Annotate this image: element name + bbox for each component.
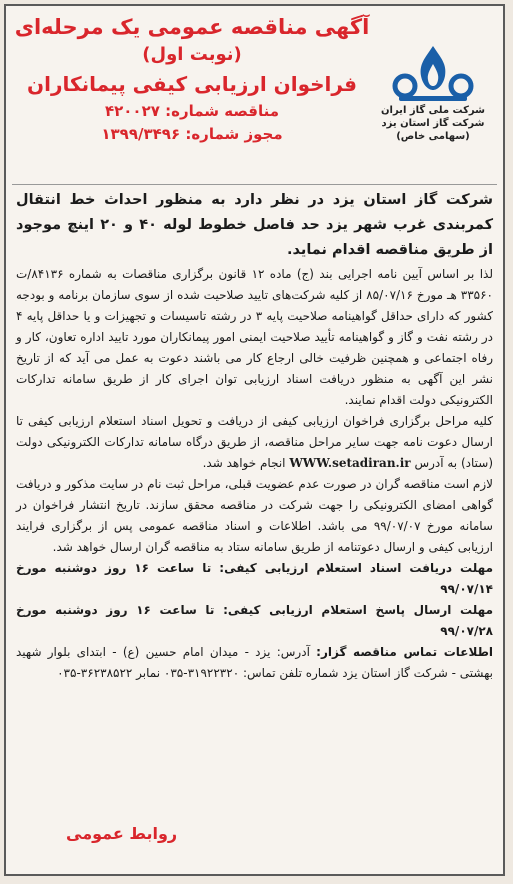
- public-relations-signature: روابط عمومی: [66, 824, 178, 843]
- ad-round: (نوبت اول): [142, 44, 242, 65]
- permit-number: مجوز شماره: ۱۳۹۹/۳۴۹۶: [101, 125, 283, 143]
- lead-paragraph: شرکت گاز استان یزد در نظر دارد به منظور احداث خط انتقال کمربندی غرب شهر یزد حد فاصل خطوط لوله ۴۰ و ۲۰ اینچ موجود از طریق مناقصه اقدام نماید.: [16, 192, 493, 258]
- ad-call-title: فراخوان ارزیابی کیفی پیمانکاران: [27, 72, 357, 96]
- company-logo-block: [373, 44, 493, 143]
- nigc-flame-logo-icon: [391, 44, 475, 104]
- deadline-receive-value: تا ساعت ۱۶ روز دوشنبه مورخ ۹۹/۰۷/۱۴: [16, 561, 493, 596]
- company-name-1: شرکت ملی گاز ایران: [381, 105, 485, 116]
- deadline-receive: [16, 558, 493, 600]
- title-block: [12, 12, 372, 146]
- header-divider: [12, 184, 497, 185]
- ad-title: آگهی مناقصه عمومی یک مرحله‌ای: [14, 15, 370, 39]
- tender-number: مناقصه شماره: ۴۲۰۰۲۷: [104, 102, 280, 120]
- procedure-text: کلیه مراحل برگزاری فراخوان ارزیابی کیفی از دریافت و تحویل اسناد استعلام ارزیابی کیفی تا ارسال دعوت نامه جهت سایر مراحل مناقصه، از طریق درگاه سامانه تدارکات الکترونیکی دولت (ستاد) به آدرس: [16, 414, 493, 470]
- deadline-submit: [16, 600, 493, 642]
- company-type: (سهامی خاص): [396, 131, 470, 142]
- procedure-end: انجام خواهد شد.: [202, 456, 286, 470]
- contact-label: اطلاعات تماس مناقصه گزار:: [316, 645, 493, 659]
- company-name-2: شرکت گاز استان یزد: [381, 118, 485, 129]
- body-text: [16, 264, 493, 684]
- advertisement-sheet: [4, 4, 505, 876]
- contact-info: [16, 642, 493, 684]
- deadline-submit-value: تا ساعت ۱۶ روز دوشنبه مورخ ۹۹/۰۷/۲۸: [16, 603, 493, 638]
- procedure-paragraph: [16, 411, 493, 474]
- eligibility-paragraph: لذا بر اساس آیین نامه اجرایی بند (ج) ماده ۱۲ قانون برگزاری مناقصات به شماره ۸۴۱۳۶/ت ۳۳۵۶۰ هـ مورخ ۸۵/۰۷/۱۶ از کلیه شرکت‌های تایید صلاحیت شده از سوی سازمان برنامه و بودجه کشور که دارای حداقل گواهینامه صلاحیت پایه ۳ در رشته تاسیسات و تجهیزات و یا حداقل پایه ۴ در رشته نفت و گاز و گواهینامه تأیید صلاحیت ایمنی امور پیمانکاران مورد تایید اداره تعاون، کار و رفاه اجتماعی و همچنین ظرفیت خالی ارجاع کار می باشند دعوت به عمل می آید که از تاریخ نشر این آگهی به منظور دریافت اسناد ارزیابی توان اجرای کار از طریق سامانه تدارکات الکترونیکی دولت اقدام نمایند.: [16, 267, 493, 407]
- deadline-submit-label: مهلت ارسال پاسخ استعلام ارزیابی کیفی:: [223, 603, 494, 617]
- setad-website-link[interactable]: WWW.setadiran.ir: [289, 456, 411, 470]
- header: [6, 6, 503, 181]
- contact-value: آدرس: یزد - میدان امام حسین (ع) - ابتدای بلوار شهید بهشتی - شرکت گاز استان یزد شماره تلفن تماس: ۳۱۹۲۲۳۲۰-۰۳۵ نمابر ۳۶۲۳۸۵۲۲-۰۳۵: [16, 645, 493, 680]
- deadline-receive-label: مهلت دریافت اسناد استعلام ارزیابی کیفی:: [219, 561, 493, 575]
- registration-paragraph: لازم است مناقصه گران در صورت عدم عضویت قبلی، مراحل ثبت نام در سایت مذکور و دریافت گواهی امضای الکترونیکی را جهت شرکت در مناقصه محقق سازند. تاریخ انتشار فراخوان در سامانه مورخ ۹۹/۰۷/۰۷ می باشد. اطلاعات و اسناد مناقصه عمومی پس از برگزاری فرایند ارزیابی کیفی و ارسال دعوتنامه از طریق سامانه ستاد به مناقصه گران ارسال خواهد شد.: [16, 477, 493, 554]
